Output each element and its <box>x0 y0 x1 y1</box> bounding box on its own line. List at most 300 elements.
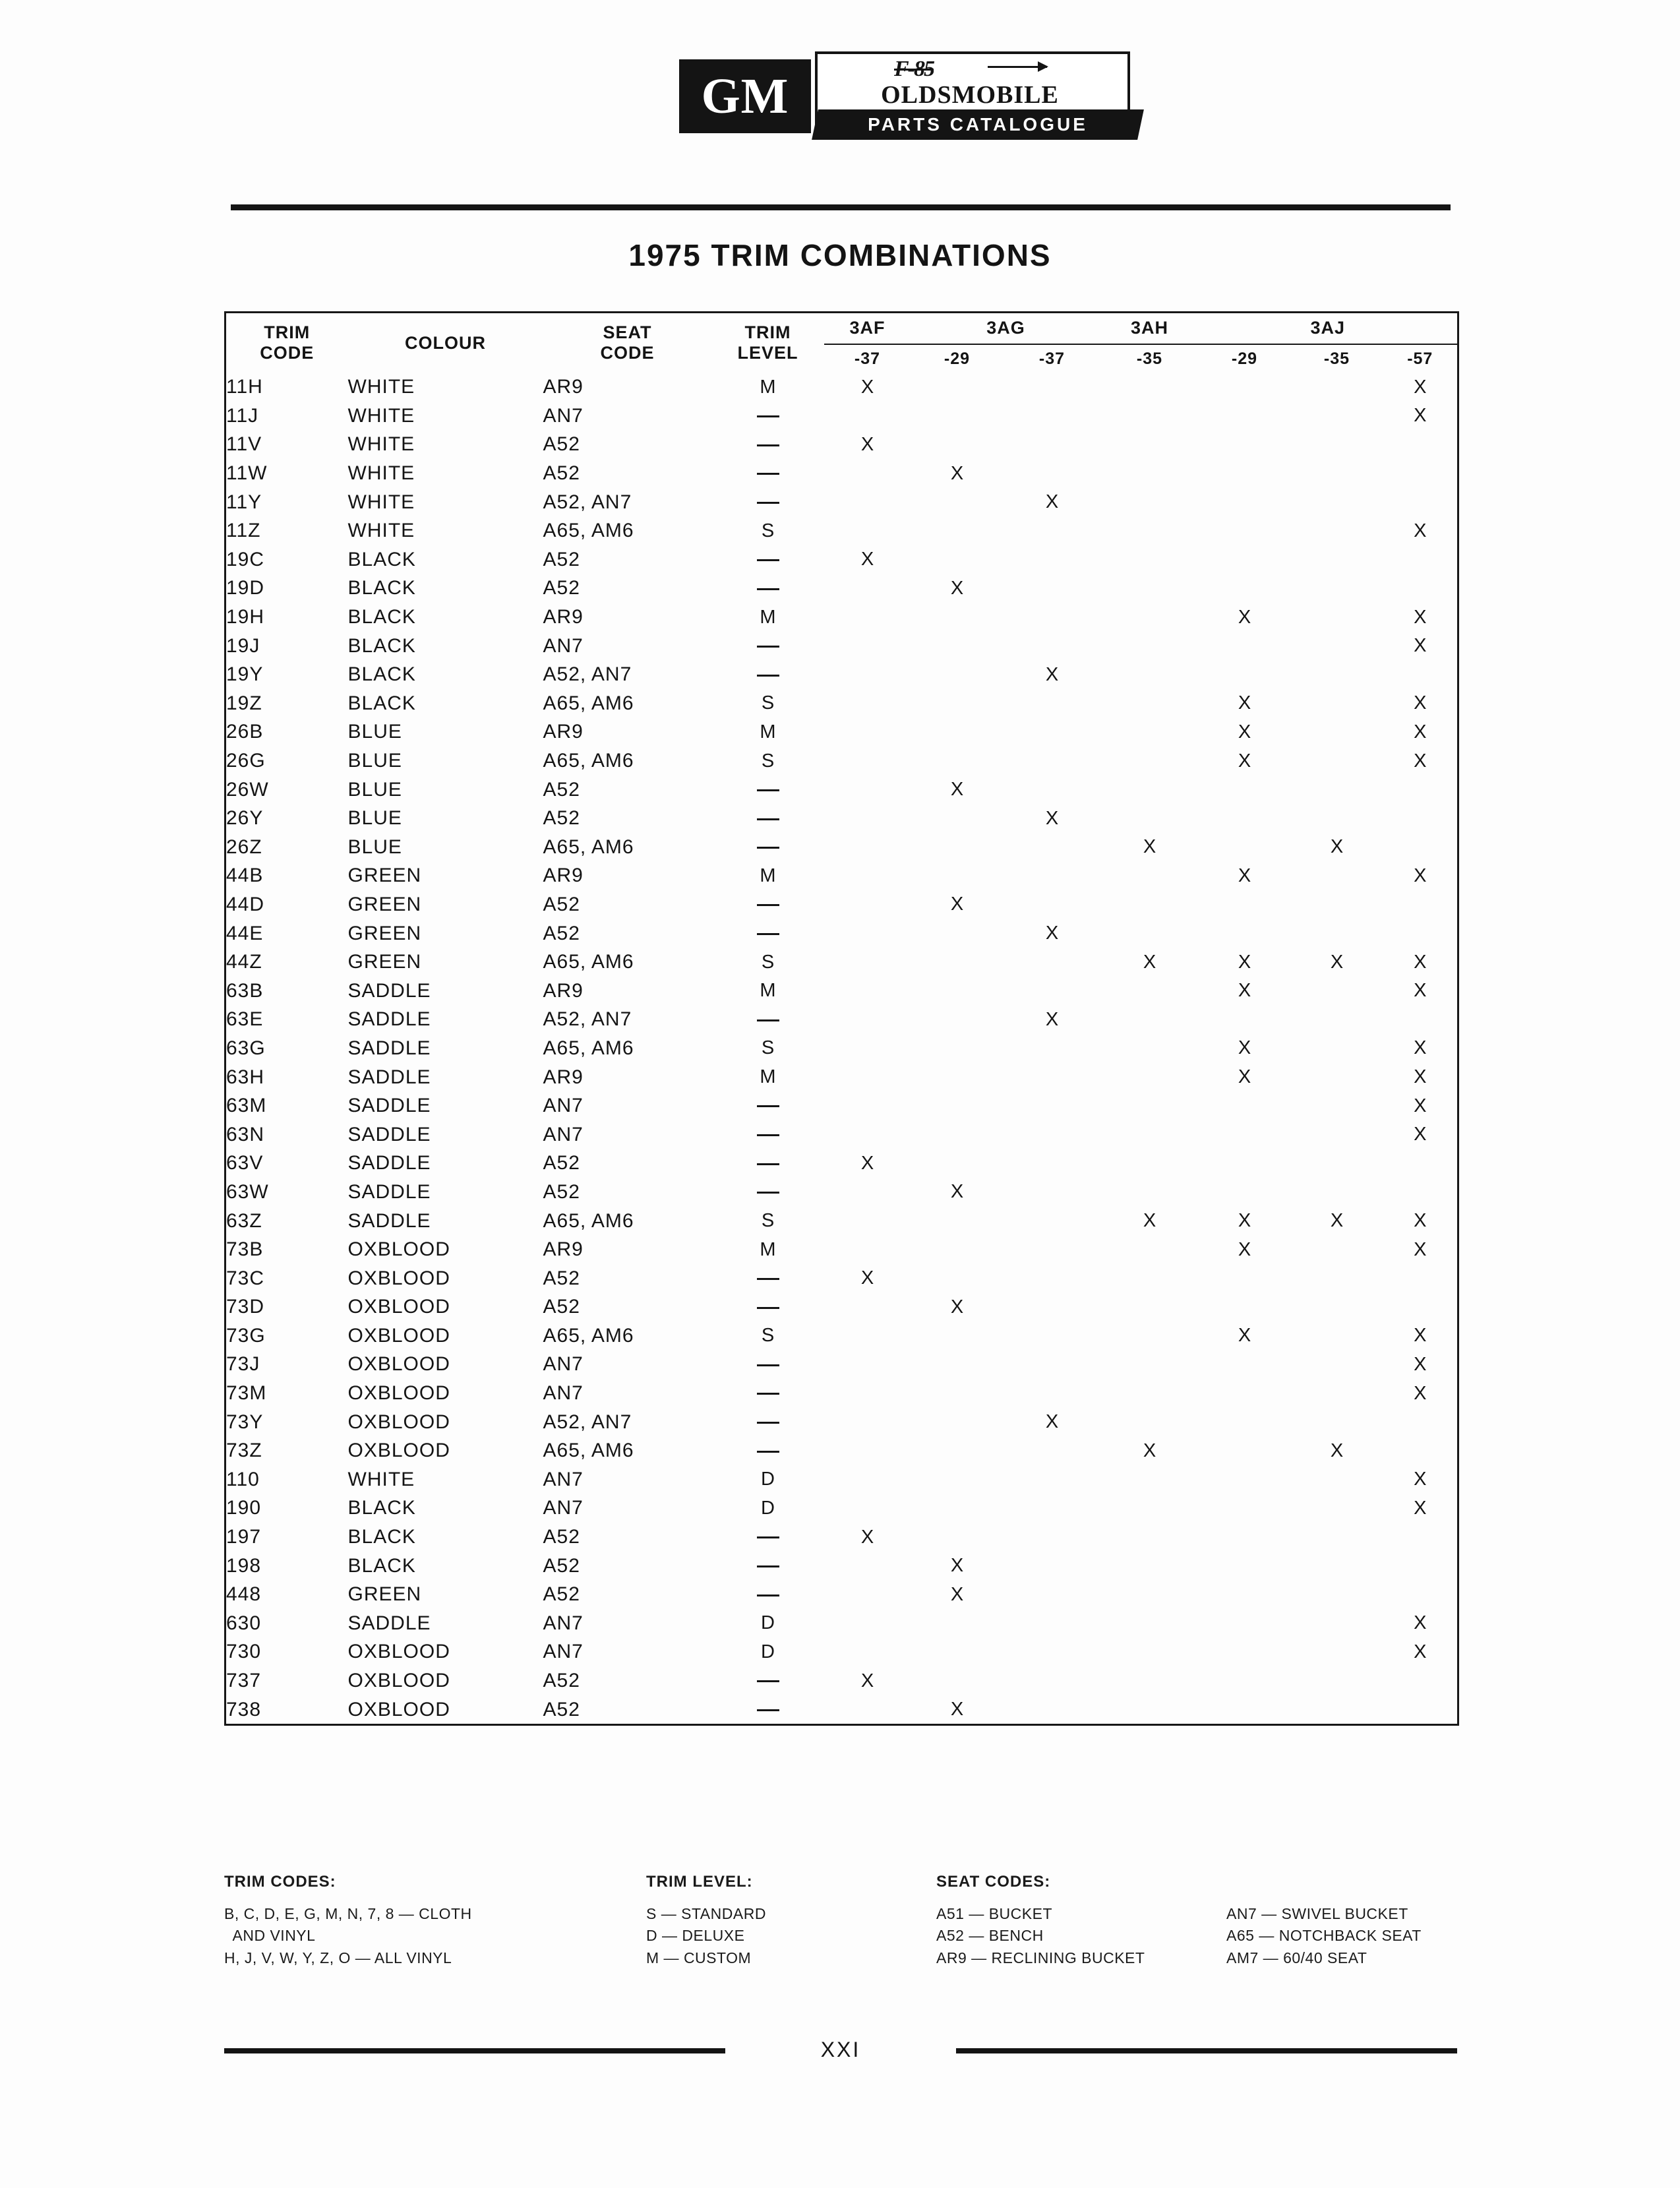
cell-3af-37 <box>824 1006 911 1035</box>
cell-trim-level <box>712 890 824 919</box>
table-row <box>225 516 1458 545</box>
dash-icon <box>757 444 779 446</box>
cell-colour: BLACK <box>347 548 416 570</box>
cell-3ag-29 <box>911 516 1004 545</box>
cell-trim-level <box>712 833 824 862</box>
cell-3aj-29: X <box>1238 1066 1251 1088</box>
cell-3ah-35 <box>1101 890 1199 919</box>
cell-3aj-57: X <box>1414 1612 1427 1634</box>
cell-3aj-35: X <box>1330 1440 1344 1461</box>
footnote-trim-codes-line-2: AND VINYL <box>224 1927 316 1945</box>
cell-3ag-29 <box>911 1149 1004 1178</box>
cell-colour: SADDLE <box>347 1123 431 1145</box>
dash-icon <box>757 1536 779 1538</box>
cell-3aj-35 <box>1291 402 1383 431</box>
th-group-3ah: 3AH <box>1101 313 1199 344</box>
cell-trim-level <box>712 431 824 460</box>
cell-3aj-35 <box>1291 746 1383 775</box>
cell-3ah-35 <box>1101 1293 1199 1322</box>
cell-3aj-57: X <box>1414 1353 1427 1375</box>
trim-combinations-table-wrap <box>224 311 1457 1726</box>
cell-3aj-35 <box>1291 1006 1383 1035</box>
cell-trim-code: 26Y <box>226 807 264 830</box>
cell-3af-37 <box>824 660 911 689</box>
cell-3aj-35 <box>1291 1552 1383 1581</box>
cell-colour: SADDLE <box>347 1037 431 1059</box>
cell-3aj-29 <box>1199 833 1291 862</box>
th-trim-level-line2: LEVEL <box>737 343 798 363</box>
table-row <box>225 1552 1458 1581</box>
table-row <box>225 1638 1458 1667</box>
table-row <box>225 1091 1458 1120</box>
cell-3af-37 <box>824 775 911 805</box>
cell-3ag-37 <box>1004 402 1101 431</box>
cell-seat-code: A52 <box>543 1670 580 1692</box>
cell-3aj-29 <box>1199 1351 1291 1380</box>
cell-3ag-37 <box>1004 516 1101 545</box>
cell-3ah-35 <box>1101 632 1199 661</box>
cell-3ag-37 <box>1004 1207 1101 1236</box>
cell-3ah-35 <box>1101 1580 1199 1609</box>
table-row <box>225 1235 1458 1264</box>
table-row <box>225 689 1458 718</box>
cell-colour: OXBLOOD <box>347 1698 450 1720</box>
table-row <box>225 977 1458 1006</box>
footnote-seat-codes-line-1: A51 — BUCKET <box>936 1905 1052 1922</box>
cell-3ag-37: X <box>1045 491 1059 513</box>
dash-icon <box>757 1422 779 1424</box>
cell-3aj-57: X <box>1414 1210 1427 1232</box>
cell-colour: OXBLOOD <box>347 1238 450 1261</box>
cell-3af-37 <box>824 919 911 948</box>
cell-trim-code: 26G <box>226 750 266 772</box>
cell-3aj-57 <box>1383 919 1458 948</box>
cell-3af-37 <box>824 1552 911 1581</box>
cell-3ag-29 <box>911 1666 1004 1695</box>
table-row <box>225 1695 1458 1725</box>
cell-3aj-57 <box>1383 804 1458 833</box>
cell-3aj-29 <box>1199 1091 1291 1120</box>
table-row <box>225 603 1458 632</box>
cell-3ah-35: X <box>1143 1210 1156 1232</box>
footnote-trim-level-line-1: S — STANDARD <box>646 1905 766 1922</box>
cell-colour: WHITE <box>347 433 415 456</box>
cell-3ah-35 <box>1101 746 1199 775</box>
cell-3af-37: X <box>860 1267 874 1289</box>
cell-3ah-35 <box>1101 1351 1199 1380</box>
cell-3ah-35 <box>1101 804 1199 833</box>
cell-3af-37: X <box>860 433 874 455</box>
cell-seat-code: A52 <box>543 433 580 456</box>
table-row <box>225 431 1458 460</box>
cell-seat-code: A52, AN7 <box>543 1411 632 1433</box>
cell-3af-37: X <box>860 376 874 398</box>
table-row <box>225 1322 1458 1351</box>
cell-3af-37 <box>824 1351 911 1380</box>
cell-3aj-29 <box>1199 1006 1291 1035</box>
cell-3aj-35 <box>1291 1149 1383 1178</box>
th-sub-3aj-57: -57 <box>1407 349 1433 368</box>
table-row <box>225 1580 1458 1609</box>
th-sub-3af-37: -37 <box>854 349 881 368</box>
cell-seat-code: AN7 <box>543 1612 584 1634</box>
cell-trim-level: D <box>761 1641 775 1662</box>
cell-3ag-37 <box>1004 1351 1101 1380</box>
cell-trim-code: 26W <box>226 778 269 801</box>
cell-trim-code: 190 <box>226 1497 262 1519</box>
cell-3ag-29: X <box>950 1181 964 1203</box>
cell-trim-code: 73G <box>226 1324 266 1347</box>
cell-3ah-35 <box>1101 402 1199 431</box>
cell-3ag-29 <box>911 1638 1004 1667</box>
cell-colour: BLACK <box>347 663 416 686</box>
cell-3ag-37 <box>1004 1666 1101 1695</box>
cell-colour: OXBLOOD <box>347 1440 450 1462</box>
dash-icon <box>757 675 779 677</box>
cell-3aj-29: X <box>1238 750 1251 772</box>
footnote-trim-level <box>646 1873 936 1969</box>
cell-trim-level <box>712 574 824 603</box>
cell-3aj-35 <box>1291 459 1383 488</box>
cell-3af-37 <box>824 1034 911 1063</box>
page-footer <box>224 2038 1457 2064</box>
cell-3aj-57 <box>1383 1436 1458 1465</box>
cell-3af-37 <box>824 977 911 1006</box>
cell-3aj-57 <box>1383 488 1458 517</box>
cell-3ah-35 <box>1101 1149 1199 1178</box>
cell-3af-37 <box>824 1322 911 1351</box>
th-trim-level <box>712 313 824 373</box>
cell-3aj-35 <box>1291 603 1383 632</box>
cell-seat-code: AR9 <box>543 721 584 743</box>
trim-combinations-table <box>224 311 1459 1726</box>
cell-trim-level <box>712 1006 824 1035</box>
cell-3aj-35: X <box>1330 951 1344 973</box>
cell-3aj-57 <box>1383 1408 1458 1437</box>
cell-3ah-35 <box>1101 977 1199 1006</box>
cell-3aj-29 <box>1199 402 1291 431</box>
th-colour: COLOUR <box>405 332 486 353</box>
cell-3ag-37 <box>1004 1149 1101 1178</box>
cell-trim-level <box>712 1580 824 1609</box>
header-rule <box>231 204 1451 210</box>
cell-seat-code: AN7 <box>543 404 584 427</box>
cell-seat-code: A65, AM6 <box>543 951 634 973</box>
cell-3aj-35 <box>1291 977 1383 1006</box>
cell-3ah-35 <box>1101 718 1199 747</box>
cell-3aj-35 <box>1291 488 1383 517</box>
table-row <box>225 948 1458 977</box>
cell-3ag-37 <box>1004 890 1101 919</box>
cell-3aj-29 <box>1199 660 1291 689</box>
dash-icon <box>757 1709 779 1711</box>
cell-3aj-29 <box>1199 1552 1291 1581</box>
cell-3ah-35 <box>1101 775 1199 805</box>
cell-trim-level <box>712 1091 824 1120</box>
cell-3aj-35 <box>1291 632 1383 661</box>
table-row <box>225 402 1458 431</box>
cell-3aj-35 <box>1291 1580 1383 1609</box>
cell-trim-level <box>712 545 824 574</box>
cell-3ag-29: X <box>950 1296 964 1318</box>
cell-3ag-29 <box>911 718 1004 747</box>
cell-3af-37 <box>824 632 911 661</box>
cell-trim-code: 63Z <box>226 1209 262 1232</box>
cell-3aj-57 <box>1383 1666 1458 1695</box>
cell-3af-37 <box>824 516 911 545</box>
cell-3af-37 <box>824 1609 911 1638</box>
cell-trim-code: 63E <box>226 1008 264 1031</box>
cell-trim-level <box>712 919 824 948</box>
cell-3ag-29 <box>911 1235 1004 1264</box>
footnote-trim-codes-line-3: H, J, V, W, Y, Z, O — ALL VINYL <box>224 1949 452 1966</box>
table-row <box>225 746 1458 775</box>
cell-3af-37 <box>824 603 911 632</box>
cell-3af-37 <box>824 1695 911 1725</box>
dash-icon <box>757 1019 779 1021</box>
th-group-3af: 3AF <box>824 313 911 344</box>
table-row <box>225 1063 1458 1092</box>
cell-seat-code: AN7 <box>543 1641 584 1663</box>
dash-icon <box>757 933 779 935</box>
cell-3aj-35 <box>1291 804 1383 833</box>
cell-seat-code: AN7 <box>543 1353 584 1376</box>
cell-trim-code: 19Z <box>226 692 262 714</box>
cell-trim-level <box>712 1408 824 1437</box>
th-seat-code <box>543 313 712 373</box>
cell-trim-code: 44B <box>226 865 264 887</box>
cell-trim-code: 448 <box>226 1583 262 1606</box>
th-sub-3ah-35: -35 <box>1136 349 1163 368</box>
cell-trim-level <box>712 1351 824 1380</box>
cell-colour: BLACK <box>347 606 416 628</box>
cell-3aj-57: X <box>1414 980 1427 1002</box>
cell-3af-37 <box>824 488 911 517</box>
cell-3ag-29: X <box>950 894 964 915</box>
cell-3ag-37 <box>1004 1465 1101 1494</box>
cell-3af-37 <box>824 1580 911 1609</box>
cell-trim-level <box>712 488 824 517</box>
cell-seat-code: AN7 <box>543 1468 584 1490</box>
cell-3af-37 <box>824 689 911 718</box>
cell-seat-code: A52 <box>543 577 580 599</box>
cell-3ag-37 <box>1004 948 1101 977</box>
cell-3aj-35 <box>1291 1609 1383 1638</box>
cell-3ag-29 <box>911 1523 1004 1552</box>
cell-3ag-29 <box>911 1091 1004 1120</box>
cell-3af-37 <box>824 402 911 431</box>
cell-3aj-29 <box>1199 1264 1291 1293</box>
cell-3ah-35 <box>1101 1523 1199 1552</box>
cell-3ag-37 <box>1004 545 1101 574</box>
cell-trim-level: M <box>760 606 776 628</box>
cell-3aj-35 <box>1291 1638 1383 1667</box>
cell-trim-code: 11V <box>226 433 262 456</box>
cell-3af-37 <box>824 804 911 833</box>
cell-3aj-29 <box>1199 1695 1291 1725</box>
cell-trim-code: 11J <box>226 404 259 427</box>
cell-3aj-29 <box>1199 1408 1291 1437</box>
cell-seat-code: A52 <box>543 1554 580 1577</box>
cell-3aj-29: X <box>1238 606 1251 628</box>
cell-3ag-37 <box>1004 1695 1101 1725</box>
dash-icon <box>757 1364 779 1366</box>
cell-3aj-57: X <box>1414 1066 1427 1088</box>
cell-trim-code: 63N <box>226 1123 265 1145</box>
cell-seat-code: AN7 <box>543 1123 584 1145</box>
cell-trim-code: 26B <box>226 721 264 743</box>
cell-trim-code: 44E <box>226 922 264 944</box>
cell-3aj-29 <box>1199 632 1291 661</box>
dash-icon <box>757 1565 779 1567</box>
dash-icon <box>757 1163 779 1165</box>
cell-colour: SADDLE <box>347 1095 431 1117</box>
cell-3ag-37 <box>1004 603 1101 632</box>
cell-colour: SADDLE <box>347 1180 431 1203</box>
cell-3af-37 <box>824 1436 911 1465</box>
cell-3aj-29 <box>1199 919 1291 948</box>
cell-trim-code: 26Z <box>226 836 262 858</box>
dash-icon <box>757 789 779 791</box>
cell-trim-code: 44D <box>226 893 265 915</box>
cell-seat-code: AR9 <box>543 1066 584 1088</box>
cell-3ag-37 <box>1004 1091 1101 1120</box>
cell-3ag-29 <box>911 1006 1004 1035</box>
cell-3ag-37 <box>1004 1322 1101 1351</box>
cell-colour: BLACK <box>347 577 416 599</box>
cell-3aj-35 <box>1291 1494 1383 1523</box>
cell-seat-code: A52 <box>543 462 580 485</box>
cell-3aj-35 <box>1291 1351 1383 1380</box>
cell-trim-code: 44Z <box>226 951 262 973</box>
cell-3aj-35 <box>1291 660 1383 689</box>
cell-3ah-35 <box>1101 545 1199 574</box>
cell-trim-level <box>712 804 824 833</box>
cell-3aj-57: X <box>1414 1382 1427 1404</box>
th-group-3ag: 3AG <box>911 313 1101 344</box>
cell-3ag-29: X <box>950 577 964 599</box>
cell-3ag-29: X <box>950 1699 964 1720</box>
cell-seat-code: A65, AM6 <box>543 1324 634 1347</box>
cell-colour: OXBLOOD <box>347 1411 450 1433</box>
cell-trim-code: 19D <box>226 577 265 599</box>
table-row <box>225 545 1458 574</box>
cell-3aj-57 <box>1383 1552 1458 1581</box>
cell-trim-level: D <box>761 1469 775 1490</box>
cell-3ag-37 <box>1004 1379 1101 1408</box>
cell-trim-level <box>712 402 824 431</box>
cell-3ah-35: X <box>1143 836 1156 858</box>
dash-icon <box>757 502 779 504</box>
table-row <box>225 488 1458 517</box>
cell-3af-37 <box>824 1465 911 1494</box>
cell-trim-level <box>712 632 824 661</box>
dash-icon <box>757 1393 779 1395</box>
cell-colour: BLACK <box>347 634 416 657</box>
cell-trim-code: 63M <box>226 1095 267 1117</box>
cell-3ag-37 <box>1004 1436 1101 1465</box>
cell-colour: BLACK <box>347 1554 416 1577</box>
table-row <box>225 1293 1458 1322</box>
dash-icon <box>757 1105 779 1107</box>
cell-3ag-29 <box>911 660 1004 689</box>
table-body <box>225 373 1458 1725</box>
cell-3aj-35 <box>1291 574 1383 603</box>
cell-trim-code: 73Z <box>226 1440 262 1462</box>
cell-3af-37 <box>824 718 911 747</box>
cell-3ah-35 <box>1101 603 1199 632</box>
cell-3ag-29 <box>911 1322 1004 1351</box>
cell-trim-level: M <box>760 1066 776 1088</box>
cell-3ag-37 <box>1004 1293 1101 1322</box>
cell-3ah-35 <box>1101 1379 1199 1408</box>
cell-colour: BLUE <box>347 807 402 830</box>
th-seat-code-line1: SEAT <box>603 322 652 343</box>
cell-seat-code: A52 <box>543 807 580 830</box>
cell-3aj-29 <box>1199 890 1291 919</box>
cell-3ag-37 <box>1004 1609 1101 1638</box>
cell-3ag-29 <box>911 1494 1004 1523</box>
cell-3aj-35: X <box>1330 1210 1344 1232</box>
footnote-trim-codes-line-1: B, C, D, E, G, M, N, 7, 8 — CLOTH <box>224 1905 472 1922</box>
cell-3ah-35 <box>1101 1552 1199 1581</box>
cell-3af-37 <box>824 890 911 919</box>
table-row <box>225 1465 1458 1494</box>
cell-3aj-57 <box>1383 1293 1458 1322</box>
cell-3ag-37 <box>1004 1235 1101 1264</box>
cell-trim-code: 11H <box>226 376 263 398</box>
cell-3aj-57: X <box>1414 405 1427 427</box>
cell-colour: BLUE <box>347 778 402 801</box>
cell-trim-code: 11Y <box>226 491 262 513</box>
cell-3aj-57 <box>1383 459 1458 488</box>
cell-3ag-29 <box>911 1207 1004 1236</box>
cell-3aj-57: X <box>1414 721 1427 743</box>
cell-3ag-37 <box>1004 1552 1101 1581</box>
dash-icon <box>757 646 779 648</box>
cell-trim-code: 19H <box>226 606 265 628</box>
cell-seat-code: A52 <box>543 1698 580 1720</box>
cell-3aj-35 <box>1291 1379 1383 1408</box>
cell-3ag-29 <box>911 804 1004 833</box>
cell-trim-level: S <box>761 951 775 973</box>
cell-seat-code: A65, AM6 <box>543 1037 634 1059</box>
cell-seat-code: A52 <box>543 1583 580 1606</box>
cell-3ag-37: X <box>1045 1008 1059 1030</box>
cell-trim-level <box>712 1264 824 1293</box>
cell-trim-code: 73Y <box>226 1411 264 1433</box>
cell-3aj-29 <box>1199 459 1291 488</box>
cell-3aj-57: X <box>1414 1641 1427 1662</box>
cell-3aj-29: X <box>1238 865 1251 886</box>
cell-seat-code: A52 <box>543 922 580 944</box>
cell-3ag-29 <box>911 1465 1004 1494</box>
cell-3aj-29: X <box>1238 951 1251 973</box>
table-row <box>225 459 1458 488</box>
cell-3ag-29 <box>911 1609 1004 1638</box>
cell-trim-level <box>712 1552 824 1581</box>
th-seat-code-line2: CODE <box>600 343 655 363</box>
cell-3aj-29 <box>1199 431 1291 460</box>
table-row <box>225 718 1458 747</box>
cell-3ag-37 <box>1004 977 1101 1006</box>
cell-3aj-35 <box>1291 1465 1383 1494</box>
cell-3aj-57: X <box>1414 1469 1427 1490</box>
cell-seat-code: A52 <box>543 548 580 570</box>
cell-3ag-37: X <box>1045 807 1059 829</box>
cell-seat-code: A52 <box>543 1296 580 1318</box>
cell-seat-code: AR9 <box>543 606 584 628</box>
